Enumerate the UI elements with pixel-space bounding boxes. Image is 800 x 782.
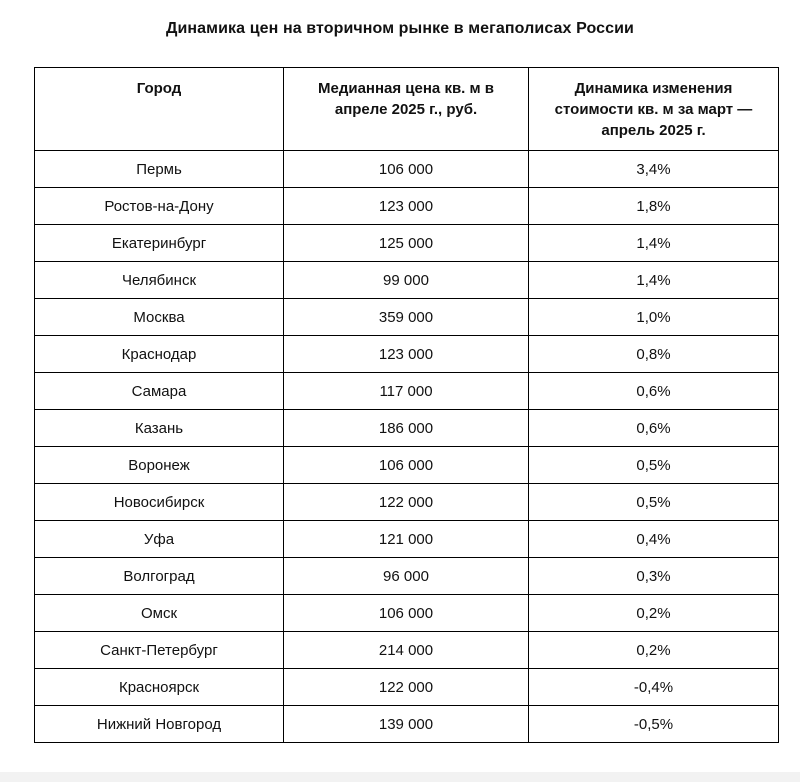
- price-cell: 99 000: [284, 262, 529, 299]
- table-row: [35, 225, 779, 262]
- city-cell: Санкт-Петербург: [35, 632, 284, 669]
- table-row: [35, 262, 779, 299]
- table-header: [35, 68, 779, 151]
- change-cell: 0,2%: [529, 595, 779, 632]
- price-cell: 122 000: [284, 484, 529, 521]
- price-cell: 106 000: [284, 151, 529, 188]
- city-cell: Красноярск: [35, 669, 284, 706]
- table-row: [35, 669, 779, 706]
- change-cell: 0,5%: [529, 447, 779, 484]
- city-cell: Волгоград: [35, 558, 284, 595]
- change-cell: 0,5%: [529, 484, 779, 521]
- city-cell: Краснодар: [35, 336, 284, 373]
- city-cell: Москва: [35, 299, 284, 336]
- city-cell: Уфа: [35, 521, 284, 558]
- price-cell: 96 000: [284, 558, 529, 595]
- change-cell: -0,5%: [529, 706, 779, 743]
- price-cell: 139 000: [284, 706, 529, 743]
- city-cell: Воронеж: [35, 447, 284, 484]
- change-cell: -0,4%: [529, 669, 779, 706]
- table-row: [35, 447, 779, 484]
- table-body: [35, 151, 779, 743]
- change-cell: 0,3%: [529, 558, 779, 595]
- price-table: [34, 67, 779, 743]
- price-cell: 359 000: [284, 299, 529, 336]
- city-cell: Омск: [35, 595, 284, 632]
- city-cell: Казань: [35, 410, 284, 447]
- change-cell: 3,4%: [529, 151, 779, 188]
- city-cell: Пермь: [35, 151, 284, 188]
- price-cell: 117 000: [284, 373, 529, 410]
- city-cell: Новосибирск: [35, 484, 284, 521]
- table-row: [35, 336, 779, 373]
- header-city: Город: [35, 68, 284, 151]
- change-cell: 1,8%: [529, 188, 779, 225]
- change-cell: 0,2%: [529, 632, 779, 669]
- city-cell: Нижний Новгород: [35, 706, 284, 743]
- table-row: [35, 632, 779, 669]
- table-row: [35, 151, 779, 188]
- city-cell: Ростов-на-Дону: [35, 188, 284, 225]
- header-median-price: Медианная цена кв. м в апреле 2025 г., руб.: [284, 68, 529, 151]
- price-cell: 186 000: [284, 410, 529, 447]
- table-row: [35, 595, 779, 632]
- change-cell: 0,4%: [529, 521, 779, 558]
- price-cell: 123 000: [284, 336, 529, 373]
- city-cell: Челябинск: [35, 262, 284, 299]
- price-cell: 106 000: [284, 447, 529, 484]
- table-row: [35, 484, 779, 521]
- price-cell: 122 000: [284, 669, 529, 706]
- change-cell: 0,8%: [529, 336, 779, 373]
- change-cell: 1,0%: [529, 299, 779, 336]
- change-cell: 1,4%: [529, 225, 779, 262]
- change-cell: 0,6%: [529, 373, 779, 410]
- city-cell: Самара: [35, 373, 284, 410]
- table-row: [35, 521, 779, 558]
- price-cell: 214 000: [284, 632, 529, 669]
- price-cell: 123 000: [284, 188, 529, 225]
- page-title: Динамика цен на вторичном рынке в мегаполисах России: [165, 20, 634, 37]
- table-row: [35, 558, 779, 595]
- change-cell: 0,6%: [529, 410, 779, 447]
- change-cell: 1,4%: [529, 262, 779, 299]
- table-row: [35, 299, 779, 336]
- price-cell: 106 000: [284, 595, 529, 632]
- city-cell: Екатеринбург: [35, 225, 284, 262]
- table-row: [35, 373, 779, 410]
- price-cell: 121 000: [284, 521, 529, 558]
- header-row: [35, 68, 779, 151]
- page-bottom-edge: [0, 772, 800, 782]
- price-cell: 125 000: [284, 225, 529, 262]
- table-row: [35, 706, 779, 743]
- header-price-change: Динамика изменения стоимости кв. м за март — апрель 2025 г.: [529, 68, 779, 151]
- table-row: [35, 188, 779, 225]
- table-row: [35, 410, 779, 447]
